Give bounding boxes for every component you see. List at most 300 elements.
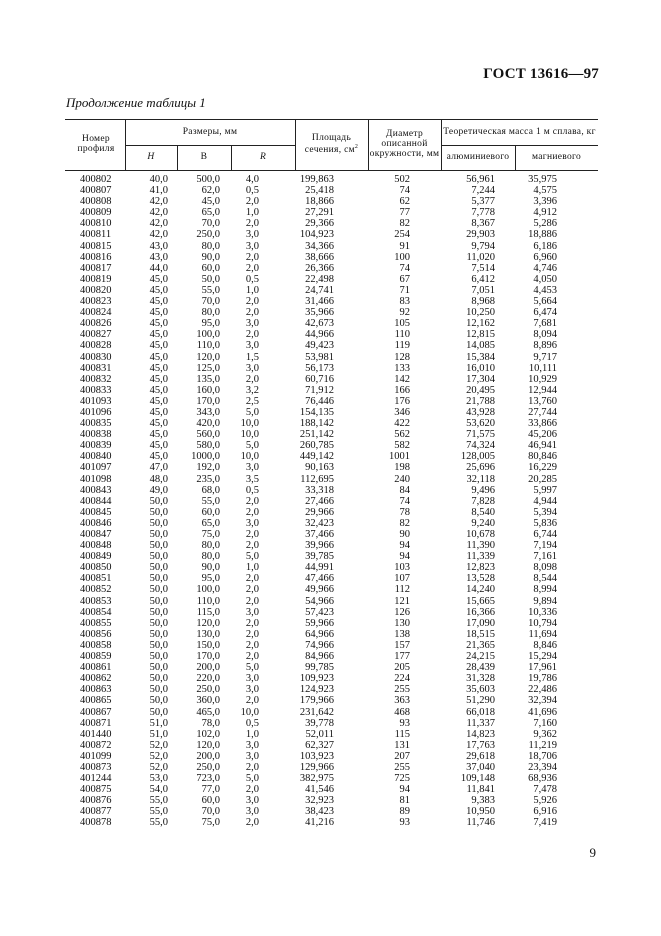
table-row	[65, 229, 598, 240]
table-cell: 235,0	[196, 473, 220, 485]
table-cell: 400817	[80, 262, 112, 274]
table-row	[65, 707, 598, 718]
table-row	[65, 618, 598, 629]
table-cell: 400826	[80, 318, 112, 330]
table-cell: 50,0	[149, 506, 168, 518]
table-cell: 179,966	[299, 695, 334, 707]
table-cell: 78,0	[201, 717, 220, 729]
table-cell: 382,975	[299, 773, 334, 785]
table-cell: 10,794	[528, 617, 557, 629]
table-cell: 27,291	[305, 207, 334, 219]
table-row	[65, 296, 598, 307]
table-cell: 5,286	[533, 218, 557, 230]
table-cell: 82	[399, 218, 410, 230]
table-row	[65, 318, 598, 329]
table-cell: 50,0	[149, 551, 168, 563]
table-cell: 150,0	[196, 639, 220, 651]
table-row	[65, 762, 598, 773]
table-cell: 400846	[80, 517, 112, 529]
table-cell: 62	[399, 196, 410, 208]
table-row	[65, 174, 598, 185]
table-cell: 35,975	[528, 174, 557, 185]
table-cell: 82	[399, 517, 410, 529]
table-row	[65, 673, 598, 684]
table-cell: 50,0	[149, 639, 168, 651]
header-dimensions: Размеры, мм	[182, 126, 238, 137]
table-cell: 8,968	[471, 296, 495, 308]
table-cell: 133	[394, 362, 410, 374]
table-cell: 55,0	[149, 806, 168, 818]
table-cell: 7,778	[471, 207, 495, 219]
table-row	[65, 596, 598, 607]
table-cell: 9,240	[471, 517, 495, 529]
table-continuation-caption: Продолжение таблицы 1	[66, 95, 206, 110]
table-cell: 449,142	[299, 451, 334, 463]
table-cell: 32,423	[305, 517, 334, 529]
table-cell: 400865	[80, 695, 112, 707]
table-cell: 90,0	[201, 562, 220, 574]
table-cell: 34,366	[305, 240, 334, 252]
table-cell: 52,0	[149, 739, 168, 751]
table-cell: 83	[399, 296, 410, 308]
table-cell: 71	[399, 284, 410, 296]
table-row	[65, 573, 598, 584]
table-cell: 3,0	[245, 739, 259, 751]
table-cell: 10,950	[466, 806, 495, 818]
table-cell: 420,0	[196, 418, 220, 430]
table-cell: 400840	[80, 451, 112, 463]
table-cell: 7,244	[471, 185, 495, 197]
table-row	[65, 263, 598, 274]
table-row	[65, 207, 598, 218]
table-cell: 130	[394, 617, 410, 629]
table-cell: 400811	[80, 229, 112, 241]
table-cell: 2,0	[245, 573, 259, 585]
table-cell: 99,785	[305, 662, 334, 674]
table-cell: 95,0	[201, 573, 220, 585]
table-cell: 400851	[80, 573, 112, 585]
table-cell: 68,936	[528, 773, 557, 785]
table-row	[65, 340, 598, 351]
table-cell: 400802	[80, 174, 112, 185]
table-cell: 22,486	[528, 684, 557, 696]
table-cell: 21,365	[466, 639, 495, 651]
table-cell: 45,0	[149, 384, 168, 396]
table-cell: 9,894	[533, 595, 557, 607]
table-cell: 90	[399, 529, 410, 540]
table-cell: 400872	[80, 739, 112, 751]
table-cell: 42,0	[149, 207, 168, 219]
table-cell: 109,923	[299, 673, 334, 685]
table-cell: 250,0	[196, 229, 220, 241]
table-cell: 29,366	[305, 218, 334, 230]
table-cell: 154,135	[299, 406, 334, 418]
table-cell: 62,327	[305, 739, 334, 751]
table-cell: 90,0	[201, 251, 220, 263]
table-cell: 32,394	[528, 695, 557, 707]
table-cell: 45,0	[149, 418, 168, 430]
table-cell: 400833	[80, 384, 112, 396]
table-cell: 45,0	[149, 362, 168, 374]
table-cell: 109,148	[460, 773, 495, 785]
table-cell: 10,0	[240, 706, 259, 718]
table-cell: 11,694	[528, 628, 557, 640]
table-row	[65, 773, 598, 784]
table-cell: 50,0	[149, 529, 168, 540]
table-cell: 5,0	[245, 551, 259, 563]
table-cell: 1000,0	[191, 451, 220, 463]
table-cell: 400847	[80, 529, 112, 540]
table-cell: 400871	[80, 717, 112, 729]
table-cell: 93	[399, 717, 410, 729]
table-cell: 35,966	[305, 307, 334, 319]
table-cell: 14,823	[466, 728, 495, 740]
table-cell: 3,5	[245, 473, 259, 485]
table-cell: 2,0	[245, 506, 259, 518]
table-cell: 74	[399, 262, 410, 274]
table-cell: 2,0	[245, 651, 259, 663]
table-row	[65, 662, 598, 673]
table-cell: 107	[394, 573, 410, 585]
table-cell: 7,828	[471, 495, 495, 507]
header-aluminum: алюминиевого	[446, 152, 510, 163]
table-cell: 50,0	[149, 517, 168, 529]
table-row	[65, 385, 598, 396]
table-cell: 10,929	[528, 373, 557, 385]
table-cell: 50,0	[149, 695, 168, 707]
table-cell: 47,466	[305, 573, 334, 585]
table-row	[65, 784, 598, 795]
table-cell: 400838	[80, 429, 112, 441]
table-cell: 11,337	[466, 717, 495, 729]
table-cell: 42,0	[149, 218, 168, 230]
header-r: R	[259, 152, 267, 163]
table-cell: 5,664	[533, 296, 557, 308]
table-cell: 56,961	[466, 174, 495, 185]
table-cell: 128	[394, 351, 410, 363]
table-cell: 49,423	[305, 340, 334, 352]
table-cell: 3,0	[245, 750, 259, 762]
table-cell: 10,678	[466, 529, 495, 540]
table-row	[65, 817, 598, 828]
table-cell: 51,290	[466, 695, 495, 707]
table-cell: 39,778	[305, 717, 334, 729]
table-cell: 7,478	[533, 784, 557, 796]
table-cell: 92	[399, 307, 410, 319]
table-cell: 71,575	[466, 429, 495, 441]
table-cell: 7,051	[471, 284, 495, 296]
table-cell: 2,0	[245, 617, 259, 629]
table-cell: 6,960	[533, 251, 557, 263]
table-row	[65, 451, 598, 462]
table-row	[65, 407, 598, 418]
table-cell: 41,546	[305, 784, 334, 796]
table-cell: 45,0	[149, 273, 168, 285]
table-cell: 6,916	[533, 806, 557, 818]
table-cell: 17,961	[528, 662, 557, 674]
table-cell: 200,0	[196, 750, 220, 762]
table-cell: 5,0	[245, 773, 259, 785]
table-cell: 16,010	[466, 362, 495, 374]
table-cell: 400832	[80, 373, 112, 385]
table-cell: 60,716	[305, 373, 334, 385]
table-cell: 102,0	[196, 728, 220, 740]
table-cell: 4,912	[533, 207, 557, 219]
table-cell: 2,0	[245, 329, 259, 341]
table-cell: 94	[399, 784, 410, 796]
table-cell: 560,0	[196, 429, 220, 441]
table-row	[65, 651, 598, 662]
table-cell: 45,0	[149, 429, 168, 441]
table-cell: 138	[394, 628, 410, 640]
table-cell: 70,0	[201, 806, 220, 818]
table-cell: 14,085	[466, 340, 495, 352]
table-cell: 5,394	[533, 506, 557, 518]
table-cell: 80,0	[201, 540, 220, 552]
table-cell: 35,603	[466, 684, 495, 696]
table-cell: 9,717	[533, 351, 557, 363]
table-cell: 38,423	[305, 806, 334, 818]
table-cell: 59,966	[305, 617, 334, 629]
table-cell: 2,0	[245, 307, 259, 319]
table-cell: 103,923	[299, 750, 334, 762]
table-cell: 52,0	[149, 761, 168, 773]
table-cell: 5,0	[245, 662, 259, 674]
table-cell: 3,0	[245, 362, 259, 374]
table-cell: 10,0	[240, 429, 259, 441]
table-cell: 39,966	[305, 540, 334, 552]
table-cell: 43,928	[466, 406, 495, 418]
table-cell: 112,695	[300, 473, 334, 485]
table-cell: 91	[399, 240, 410, 252]
table-cell: 8,994	[533, 584, 557, 596]
table-cell: 11,746	[466, 817, 495, 829]
table-cell: 2,0	[245, 584, 259, 596]
table-cell: 400808	[80, 196, 112, 208]
table-cell: 23,394	[528, 761, 557, 773]
table-cell: 1,0	[245, 284, 259, 296]
table-row	[65, 252, 598, 263]
table-cell: 50,0	[149, 595, 168, 607]
table-row	[65, 196, 598, 207]
table-cell: 53,0	[149, 773, 168, 785]
table-cell: 5,0	[245, 406, 259, 418]
table-cell: 3,0	[245, 606, 259, 618]
table-cell: 50,0	[149, 662, 168, 674]
document-code: ГОСТ 13616—97	[483, 66, 599, 82]
table-cell: 126	[394, 606, 410, 618]
table-cell: 13,528	[466, 573, 495, 585]
table-cell: 135,0	[196, 373, 220, 385]
table-cell: 401097	[80, 462, 112, 474]
table-cell: 27,744	[528, 406, 557, 418]
table-cell: 400873	[80, 761, 112, 773]
table-row	[65, 485, 598, 496]
table-cell: 400816	[80, 251, 112, 263]
table-cell: 49,966	[305, 584, 334, 596]
table-row	[65, 285, 598, 296]
table-cell: 400850	[80, 562, 112, 574]
table-cell: 27,466	[305, 495, 334, 507]
table-cell: 400858	[80, 639, 112, 651]
table-cell: 76,446	[305, 395, 334, 407]
table-cell: 53,620	[466, 418, 495, 430]
table-cell: 93	[399, 817, 410, 829]
table-cell: 7,419	[533, 817, 557, 829]
table-cell: 44,991	[305, 562, 334, 574]
header-profile-number: Номер профиля	[77, 134, 115, 154]
table-cell: 240	[394, 473, 410, 485]
table-cell: 1,0	[245, 207, 259, 219]
table-cell: 45,0	[149, 406, 168, 418]
header-magnesium: магниевого	[531, 152, 582, 163]
table-cell: 177	[394, 651, 410, 663]
table-cell: 10,336	[528, 606, 557, 618]
table-cell: 51,0	[149, 717, 168, 729]
table-cell: 129,966	[299, 761, 334, 773]
table-cell: 400859	[80, 651, 112, 663]
header-area	[295, 120, 368, 170]
table-cell: 18,515	[466, 628, 495, 640]
table-cell: 220,0	[196, 673, 220, 685]
table-cell: 70,0	[201, 296, 220, 308]
table-row	[65, 374, 598, 385]
table-cell: 725	[394, 773, 410, 785]
table-row	[65, 751, 598, 762]
table-cell: 4,575	[533, 185, 557, 197]
table-row	[65, 329, 598, 340]
table-cell: 52,0	[149, 750, 168, 762]
table-cell: 562	[394, 429, 410, 441]
table-cell: 55,0	[149, 795, 168, 807]
table-row	[65, 729, 598, 740]
table-cell: 3,0	[245, 229, 259, 241]
table-cell: 41,216	[305, 817, 334, 829]
table-cell: 37,466	[305, 529, 334, 540]
table-cell: 3,0	[245, 806, 259, 818]
table-cell: 15,384	[466, 351, 495, 363]
table-cell: 29,903	[466, 229, 495, 241]
table-cell: 1,5	[245, 351, 259, 363]
table-cell: 17,304	[466, 373, 495, 385]
table-cell: 12,823	[466, 562, 495, 574]
table-cell: 192,0	[196, 462, 220, 474]
table-cell: 60,0	[201, 506, 220, 518]
table-cell: 8,896	[533, 340, 557, 352]
table-cell: 2,0	[245, 196, 259, 208]
table-row	[65, 185, 598, 196]
table-row	[65, 496, 598, 507]
table-cell: 12,815	[466, 329, 495, 341]
table-cell: 1,0	[245, 562, 259, 574]
table-cell: 5,377	[471, 196, 495, 208]
table-cell: 50,0	[149, 617, 168, 629]
table-cell: 43,0	[149, 240, 168, 252]
table-cell: 90,163	[305, 462, 334, 474]
table-cell: 46,941	[528, 440, 557, 452]
table-cell: 4,0	[245, 174, 259, 185]
table-cell: 3,0	[245, 240, 259, 252]
table-cell: 176	[394, 395, 410, 407]
table-cell: 32,118	[466, 473, 495, 485]
table-cell: 400807	[80, 185, 112, 197]
table-cell: 50,0	[149, 673, 168, 685]
table-cell: 110,0	[196, 340, 220, 352]
page-number: 9	[589, 845, 596, 860]
table-cell: 422	[394, 418, 410, 430]
table-cell: 32,923	[305, 795, 334, 807]
table-cell: 11,020	[466, 251, 495, 263]
profile-table	[65, 119, 598, 829]
table-cell: 81	[399, 795, 410, 807]
table-cell: 65,0	[201, 517, 220, 529]
table-cell: 400853	[80, 595, 112, 607]
table-cell: 465,0	[196, 706, 220, 718]
table-cell: 60,0	[201, 795, 220, 807]
table-cell: 78	[399, 506, 410, 518]
table-cell: 31,466	[305, 296, 334, 308]
table-cell: 50,0	[149, 584, 168, 596]
table-cell: 400831	[80, 362, 112, 374]
table-cell: 255	[394, 684, 410, 696]
table-cell: 2,0	[245, 296, 259, 308]
table-cell: 0,5	[245, 273, 259, 285]
table-cell: 75,0	[201, 529, 220, 540]
table-cell: 42,0	[149, 229, 168, 241]
table-cell: 0,5	[245, 185, 259, 197]
table-row	[65, 518, 598, 529]
header-h: H	[147, 152, 155, 163]
table-cell: 14,240	[466, 584, 495, 596]
table-cell: 120,0	[196, 351, 220, 363]
table-cell: 124,923	[299, 684, 334, 696]
table-cell: 2,5	[245, 395, 259, 407]
table-cell: 103	[394, 562, 410, 574]
table-cell: 9,383	[471, 795, 495, 807]
table-cell: 80,846	[528, 451, 557, 463]
table-cell: 400855	[80, 617, 112, 629]
table-cell: 50,0	[149, 540, 168, 552]
table-cell: 80,0	[201, 240, 220, 252]
table-cell: 11,390	[466, 540, 495, 552]
table-cell: 1001	[389, 451, 410, 463]
table-cell: 254	[394, 229, 410, 241]
table-cell: 400835	[80, 418, 112, 430]
table-cell: 119	[394, 340, 410, 352]
table-row	[65, 529, 598, 540]
table-cell: 582	[394, 440, 410, 452]
table-cell: 16,366	[466, 606, 495, 618]
table-cell: 26,366	[305, 262, 334, 274]
header-mass: Теоретическая масса 1 м сплава, кг	[443, 126, 596, 137]
table-row	[65, 551, 598, 562]
table-row	[65, 507, 598, 518]
table-cell: 45,0	[149, 395, 168, 407]
table-cell: 49,0	[149, 484, 168, 496]
table-row	[65, 307, 598, 318]
table-cell: 8,098	[533, 562, 557, 574]
table-cell: 50,0	[149, 628, 168, 640]
table-cell: 363	[394, 695, 410, 707]
table-cell: 100	[394, 251, 410, 263]
table-cell: 37,040	[466, 761, 495, 773]
table-cell: 45,0	[149, 296, 168, 308]
table-cell: 110	[394, 329, 410, 341]
table-cell: 400856	[80, 628, 112, 640]
table-cell: 400854	[80, 606, 112, 618]
table-cell: 33,318	[305, 484, 334, 496]
table-cell: 400828	[80, 340, 112, 352]
